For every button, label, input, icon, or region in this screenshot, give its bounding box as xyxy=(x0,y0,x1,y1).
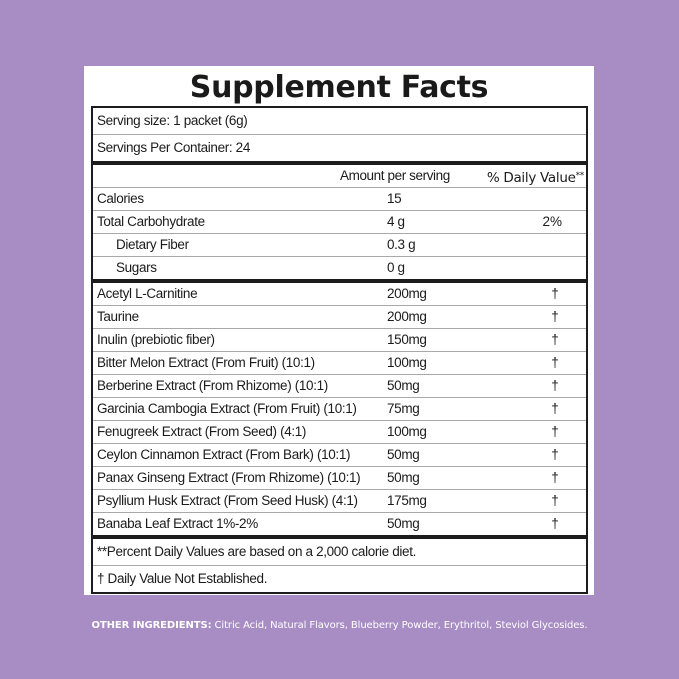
nutrient-amount: 0 g xyxy=(387,260,405,275)
ingredient-row xyxy=(93,398,586,421)
dagger-icon: † xyxy=(551,309,559,324)
label-title: Supplement Facts xyxy=(189,70,489,105)
column-header-row xyxy=(93,165,586,188)
serving-size: Serving size: 1 packet (6g) xyxy=(97,113,248,128)
ingredient-row xyxy=(93,306,586,329)
facts-table xyxy=(91,106,588,594)
ingredient-name: Fenugreek Extract (From Seed) (4:1) xyxy=(97,424,307,439)
nutrient-amount: 0.3 g xyxy=(387,237,416,252)
dagger-icon: † xyxy=(551,401,559,416)
nutrient-name: Total Carbohydrate xyxy=(97,214,205,229)
ingredient-amount: 100mg xyxy=(387,355,427,370)
nutrient-name: Sugars xyxy=(116,260,157,275)
nutrient-row xyxy=(93,188,586,211)
serving-size-row xyxy=(93,108,586,135)
nutrient-dv: 2% xyxy=(542,214,562,229)
ingredient-amount: 100mg xyxy=(387,424,427,439)
ingredient-row xyxy=(93,444,586,467)
ingredient-amount: 150mg xyxy=(387,332,427,347)
servings-per-container: Servings Per Container: 24 xyxy=(97,140,250,155)
dagger-icon: † xyxy=(551,286,559,301)
ingredient-amount: 200mg xyxy=(387,286,427,301)
ingredient-amount: 50mg xyxy=(387,378,420,393)
amount-per-serving-header: Amount per serving xyxy=(340,168,450,183)
ingredient-amount: 75mg xyxy=(387,401,420,416)
ingredient-name: Bitter Melon Extract (From Fruit) (10:1) xyxy=(97,355,315,370)
ingredient-row xyxy=(93,329,586,352)
daily-value-marker: ** xyxy=(575,171,584,181)
ingredient-row xyxy=(93,421,586,444)
ingredient-name: Psyllium Husk Extract (From Seed Husk) (4:1) xyxy=(97,493,358,508)
nutrient-name: Dietary Fiber xyxy=(116,237,189,252)
ingredient-row xyxy=(93,375,586,398)
ingredient-amount: 50mg xyxy=(387,516,420,531)
ingredient-name: Taurine xyxy=(97,309,139,324)
ingredient-name: Garcinia Cambogia Extract (From Fruit) (10:1) xyxy=(97,401,357,416)
ingredient-amount: 50mg xyxy=(387,447,420,462)
daily-value-header xyxy=(487,165,584,189)
supplement-facts-panel xyxy=(84,66,594,595)
servings-per-container-row xyxy=(93,135,586,165)
nutrient-row xyxy=(93,257,586,283)
dagger-icon: † xyxy=(551,378,559,393)
ingredient-name: Inulin (prebiotic fiber) xyxy=(97,332,215,347)
ingredient-row xyxy=(93,513,586,539)
dagger-icon: † xyxy=(551,470,559,485)
ingredient-amount: 50mg xyxy=(387,470,420,485)
footnote-row xyxy=(93,566,586,592)
not-established-footnote: † Daily Value Not Established. xyxy=(97,571,268,586)
other-ingredients-label: OTHER INGREDIENTS: xyxy=(91,620,212,631)
ingredient-row xyxy=(93,352,586,375)
nutrient-amount: 15 xyxy=(387,191,402,206)
nutrient-amount: 4 g xyxy=(387,214,405,229)
nutrient-row xyxy=(93,234,586,257)
dagger-icon: † xyxy=(551,516,559,531)
footnote-row xyxy=(93,539,586,566)
ingredient-amount: 200mg xyxy=(387,309,427,324)
ingredient-name: Banaba Leaf Extract 1%-2% xyxy=(97,516,258,531)
ingredient-name: Ceylon Cinnamon Extract (From Bark) (10:1) xyxy=(97,447,351,462)
dagger-icon: † xyxy=(551,447,559,462)
other-ingredients-text: Citric Acid, Natural Flavors, Blueberry Powder, Erythritol, Steviol Glycosides. xyxy=(211,620,588,631)
daily-value-header-text: % Daily Value xyxy=(486,170,576,186)
dagger-icon: † xyxy=(551,493,559,508)
dagger-icon: † xyxy=(551,424,559,439)
other-ingredients xyxy=(0,620,679,631)
ingredient-row xyxy=(93,467,586,490)
ingredient-amount: 175mg xyxy=(387,493,427,508)
daily-value-footnote: **Percent Daily Values are based on a 2,000 calorie diet. xyxy=(97,544,417,559)
dagger-icon: † xyxy=(551,332,559,347)
nutrient-name: Calories xyxy=(97,191,144,206)
ingredient-row xyxy=(93,490,586,513)
ingredient-name: Panax Ginseng Extract (From Rhizome) (10:1) xyxy=(97,470,361,485)
dagger-icon: † xyxy=(551,355,559,370)
nutrient-row xyxy=(93,211,586,234)
ingredient-name: Berberine Extract (From Rhizome) (10:1) xyxy=(97,378,328,393)
ingredient-row xyxy=(93,283,586,306)
ingredient-name: Acetyl L-Carnitine xyxy=(97,286,198,301)
